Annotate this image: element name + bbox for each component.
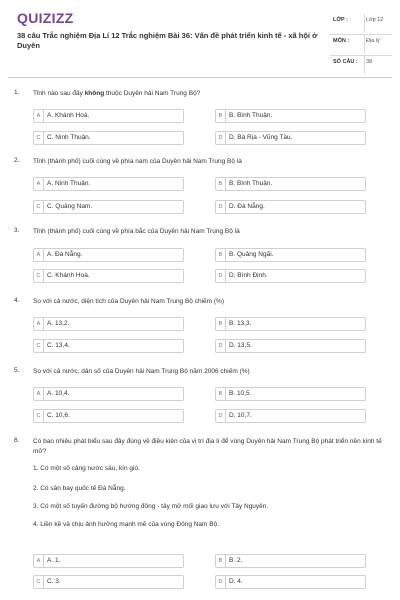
- option-text: C. Ninh Thuận.: [47, 134, 91, 141]
- option-text: B. 10,5.: [229, 390, 252, 397]
- question-number: 6.: [14, 437, 20, 444]
- option-d[interactable]: [215, 131, 365, 145]
- meta-value: 38: [366, 59, 373, 65]
- option-text: A. 1.: [47, 557, 61, 564]
- option-text: C. 3.: [47, 578, 61, 585]
- option-text: B. Bình Thuận.: [229, 180, 273, 187]
- question-number: 2.: [14, 157, 20, 164]
- option-letter: C: [33, 269, 44, 283]
- option-box: [225, 554, 366, 568]
- meta-label: MÔN :: [333, 38, 350, 44]
- option-letter: A: [33, 317, 44, 331]
- worksheet-header: [0, 0, 400, 78]
- option-text: C. 10,6.: [47, 412, 70, 419]
- option-letter: A: [33, 109, 44, 123]
- question-3: [14, 227, 390, 289]
- option-a[interactable]: [33, 109, 183, 123]
- option-c[interactable]: [33, 339, 183, 353]
- option-b[interactable]: [215, 554, 365, 568]
- question-number: 5.: [14, 367, 20, 374]
- option-text: B. Quảng Ngãi.: [229, 251, 274, 258]
- option-text: D. Đà Nẵng.: [229, 203, 265, 210]
- option-text: D. 4.: [229, 578, 243, 585]
- option-a[interactable]: [33, 317, 183, 331]
- worksheet-title: 38 câu Trắc nghiệm Địa Lí 12 Trắc nghiệm Bài 36: Vấn đề phát triển kinh tế - xã hội ở Duyên: [17, 31, 318, 50]
- statement-1: 1. Có một số cảng nước sâu, kín gió.: [33, 465, 140, 472]
- option-box: [43, 575, 184, 589]
- option-text: B. Bình Thuận.: [229, 112, 273, 119]
- worksheet-meta: [330, 14, 392, 76]
- option-letter: A: [33, 554, 44, 568]
- option-a[interactable]: [33, 177, 183, 191]
- option-text: A. Khánh Hoà.: [47, 112, 90, 119]
- question-text: So với cả nước, diện tích của Duyên hải Nam Trung Bộ chiếm (%): [33, 298, 224, 305]
- option-text: A. Đà Nẵng.: [47, 251, 83, 258]
- option-letter: B: [215, 387, 226, 401]
- option-letter: C: [33, 409, 44, 423]
- option-letter: A: [33, 248, 44, 262]
- option-letter: D: [215, 269, 226, 283]
- option-text: A. 13,2.: [47, 320, 70, 327]
- meta-value: Lớp 12: [366, 17, 384, 23]
- option-b[interactable]: [215, 109, 365, 123]
- meta-row-subject: [330, 35, 392, 56]
- meta-label: LỚP :: [333, 17, 348, 23]
- statement-2: 2. Có sân bay quốc tế Đà Nẵng.: [33, 485, 126, 492]
- option-letter: B: [215, 317, 226, 331]
- question-text-emphasis: không: [84, 90, 105, 97]
- option-b[interactable]: [215, 387, 365, 401]
- option-text: C. Khánh Hoà.: [47, 272, 90, 279]
- option-b[interactable]: [215, 248, 365, 262]
- question-text: Tỉnh (thành phố) cuối cùng về phía bắc của Duyên hải Nam Trung Bộ là: [33, 228, 240, 235]
- quizizz-logo: QUIZIZZ: [17, 10, 74, 26]
- question-number: 4.: [14, 297, 20, 304]
- option-letter: D: [215, 575, 226, 589]
- option-c[interactable]: [33, 131, 183, 145]
- option-letter: B: [215, 248, 226, 262]
- question-text: Có bao nhiêu phát biểu sau đây đúng về điều kiện của vị trí địa lí để vùng Duyên hải Nam Trung Bộ phát triển nền kinh tế mở?: [33, 438, 382, 455]
- option-d[interactable]: [215, 269, 365, 283]
- question-2: [14, 157, 390, 219]
- option-text: D. 13,5.: [229, 342, 252, 349]
- question-number: 1.: [14, 89, 20, 96]
- meta-row-class: [330, 14, 392, 35]
- option-c[interactable]: [33, 269, 183, 283]
- question-1: [14, 89, 390, 151]
- option-a[interactable]: [33, 554, 183, 568]
- option-text: C. Quảng Nam.: [47, 203, 93, 210]
- option-letter: D: [215, 409, 226, 423]
- option-text: A. Ninh Thuận.: [47, 180, 91, 187]
- option-letter: D: [215, 339, 226, 353]
- option-d[interactable]: [215, 409, 365, 423]
- option-c[interactable]: [33, 409, 183, 423]
- option-text: D. 10,7.: [229, 412, 252, 419]
- option-text: D. Bà Rịa - Vũng Tàu.: [229, 134, 293, 141]
- question-text: [33, 89, 383, 99]
- question-text: Tỉnh (thành phố) cuối cùng về phía nam của Duyên hải Nam Trung Bộ là: [33, 158, 242, 165]
- option-text: B. 13,3.: [229, 320, 252, 327]
- question-5: [14, 367, 390, 429]
- statement-4: 4. Liền kề và chịu ảnh hưởng mạnh mẽ của vùng Đông Nam Bộ.: [33, 521, 220, 528]
- option-letter: C: [33, 131, 44, 145]
- option-letter: C: [33, 339, 44, 353]
- option-b[interactable]: [215, 177, 365, 191]
- question-6: [14, 437, 390, 592]
- option-d[interactable]: [215, 339, 365, 353]
- meta-value: Địa lý: [366, 38, 380, 44]
- question-text-part: Tỉnh nào sau đây: [33, 90, 85, 97]
- option-a[interactable]: [33, 387, 183, 401]
- option-letter: A: [33, 387, 44, 401]
- question-text: So với cả nước, dân số của Duyên hải Nam Trung Bộ năm 2006 chiếm (%): [33, 368, 250, 375]
- option-letter: B: [215, 554, 226, 568]
- option-d[interactable]: [215, 200, 365, 214]
- option-letter: C: [33, 575, 44, 589]
- question-text-part: thuộc Duyên hải Nam Trung Bộ?: [104, 90, 201, 97]
- option-c[interactable]: [33, 200, 183, 214]
- question-4: [14, 297, 390, 359]
- option-letter: B: [215, 177, 226, 191]
- option-text: C. 13,4.: [47, 342, 70, 349]
- option-letter: D: [215, 200, 226, 214]
- option-c[interactable]: [33, 575, 183, 589]
- meta-label: SỐ CÂU :: [333, 59, 358, 65]
- option-letter: B: [215, 109, 226, 123]
- option-box: [225, 575, 366, 589]
- option-d[interactable]: [215, 575, 365, 589]
- option-text: D. Bình Định.: [229, 272, 268, 279]
- option-text: B. 2.: [229, 557, 243, 564]
- option-text: A. 10,4.: [47, 390, 70, 397]
- option-b[interactable]: [215, 317, 365, 331]
- option-a[interactable]: [33, 248, 183, 262]
- header-divider: [8, 77, 392, 78]
- option-letter: D: [215, 131, 226, 145]
- question-number: 3.: [14, 227, 20, 234]
- option-letter: C: [33, 200, 44, 214]
- statement-3: 3. Có một số tuyến đường bộ hướng đông - tây mở mối giao lưu với Tây Nguyên.: [33, 503, 269, 510]
- option-box: [43, 554, 184, 568]
- option-letter: A: [33, 177, 44, 191]
- meta-row-count: [330, 56, 392, 76]
